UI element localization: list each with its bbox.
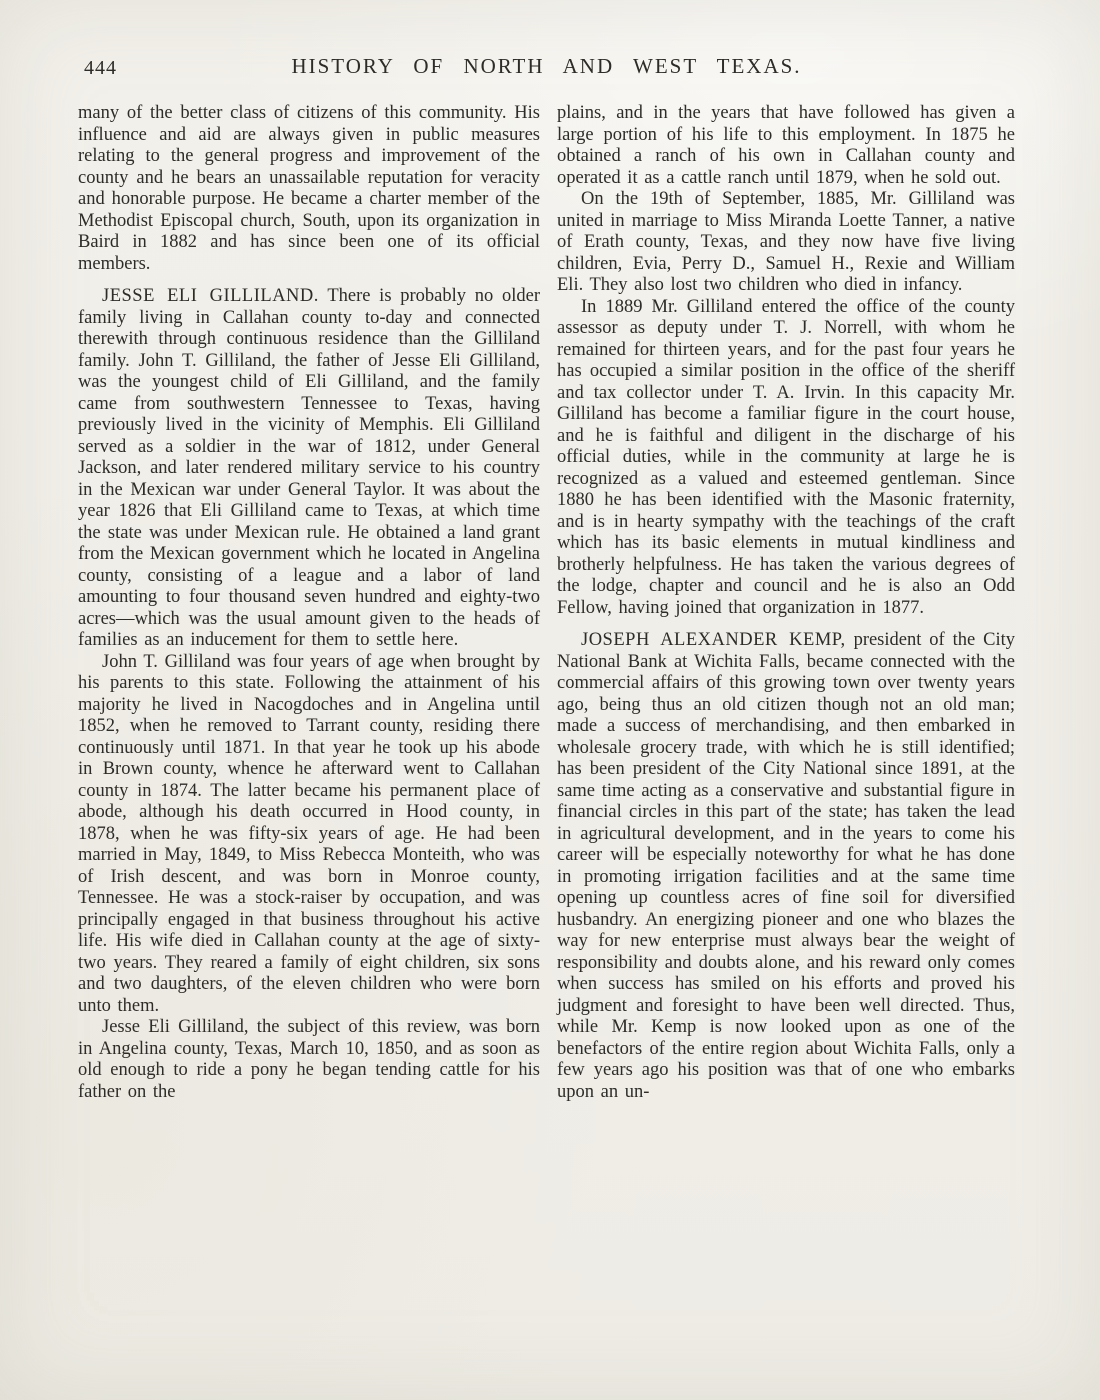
section-gilliland <box>78 286 540 652</box>
page-header <box>78 54 1015 84</box>
right-column <box>557 103 1015 1103</box>
paragraph-ranch: plains, and in the years that have followed has given a large portion of his life to this employment. In 1875 he obtained a ranch of his own in Callahan county and operated it as a cattle ranch until 1879, when he sold out. <box>557 103 1015 188</box>
section-heading-gilliland: JESSE ELI GILLILAND. <box>102 286 319 306</box>
section-body-gilliland: There is probably no older family living in Callahan county to-day and connected therewith through continuous residence than the Gilliland family. John T. Gilliland, the father of Jesse Eli Gilliland, was the youngest child of Eli Gilliland, and the family came from southwestern Tennessee to Texas, having previously lived in the vicinity of Memphis. Eli Gilliland served as a soldier in the war of 1812, under General Jackson, and later rendered military service to his country in the Mexican war under General Taylor. It was about the year 1826 that Eli Gilliland came to Texas, at which time the state was under Mexican rule. He obtained a land grant from the Mexican government which he located in Angelina county, consisting of a league and a labor of land amounting to four thousand seven hundred and eighty-two acres—which was the usual amount given to the heads of families as an inducement for them to settle here. <box>78 286 540 650</box>
paragraph-continuation: many of the better class of citizens of this community. His influence and aid are always given in public measures relating to the general progress and improvement of the county and he bears an unassailable reputation for veracity and honorable purpose. He became a charter member of the Methodist Episcopal church, South, upon its organization in Baird in 1882 and has since been one of its official members. <box>78 103 540 274</box>
page-title: HISTORY OF NORTH AND WEST TEXAS. <box>291 54 802 78</box>
paragraph-jesse-birth: Jesse Eli Gilliland, the subject of this review, was born in Angelina county, Texas, March 10, 1850, and as soon as old enough to ride a pony he began tending cattle for his father on the <box>78 1017 540 1102</box>
section-body-kemp: president of the City National Bank at Wichita Falls, became connected with the commercial affairs of this growing town over twenty years ago, being thus an old citizen though not an old man; made a success of merchandising, and then embarked in wholesale grocery trade, with which he is still identified; has been president of the City National since 1891, at the same time acting as a conservative and substantial figure in financial circles in this part of the state; has taken the lead in agricultural development, and in the years to come his career will be especially noteworthy for what he has done in promoting irrigation facilities and at the same time opening up countless acres of fine soil for diversified husbandry. An energizing pioneer and one who blazes the way for new enterprise must always bear the weight of responsibility and doubts alone, and his reward only comes when success has smiled on his efforts and proved his judgment and foresight to have been well directed. Thus, while Mr. Kemp is now looked upon as one of the benefactors of the entire region about Wichita Falls, only a few years ago his position was that of one who embarks upon an un- <box>557 630 1016 1102</box>
paragraph-assessor: In 1889 Mr. Gilliland entered the office of the county assessor as deputy under T. J. Norrell, with whom he remained for thirteen years, and for the past four years he has occupied a similar position in the office of the sheriff and tax collector under T. A. Irvin. In this capacity Mr. Gilliland has become a familiar figure in the court house, and he is faithful and diligent in the discharge of his official duties, while in the community at large he is recognized as a valued and esteemed gentleman. Since 1880 he has been identified with the Masonic fraternity, and is in hearty sympathy with the teachings of the craft which has its basic elements in mutual kindliness and brotherly helpfulness. He has taken the various degrees of the lodge, chapter and council and he is also an Odd Fellow, having joined that organization in 1877. <box>557 296 1015 618</box>
paragraph-john-gilliland: John T. Gilliland was four years of age when brought by his parents to this state. Following the attainment of his majority he lived in Nacogdoches and in Angelina until 1852, when he removed to Tarrant county, residing there continuously until 1871. In that year he took up his abode in Brown county, whence he afterward went to Callahan county in 1874. The latter became his permanent place of abode, although his death occurred in Hood county, in 1878, when he was fifty-six years of age. He had been married in May, 1849, to Miss Rebecca Monteith, who was of Irish descent, and was born in Monroe county, Tennessee. He was a stock-raiser by occupation, and was principally engaged in that business throughout his active life. His wife died in Callahan county at the age of sixty-two years. They reared a family of eight children, six sons and two daughters, of the eleven children who were born unto them. <box>78 651 540 1016</box>
section-kemp <box>557 630 1015 1103</box>
text-columns <box>78 103 1015 1103</box>
page-number: 444 <box>84 57 117 79</box>
left-column <box>78 103 540 1103</box>
paragraph-marriage: On the 19th of September, 1885, Mr. Gilliland was united in marriage to Miss Miranda Loette Tanner, a native of Erath county, Texas, and they now have five living children, Evia, Perry D., Samuel H., Rexie and William Eli. They also lost two children who died in infancy. <box>557 189 1015 295</box>
section-heading-kemp: JOSEPH ALEXANDER KEMP, <box>581 630 846 650</box>
